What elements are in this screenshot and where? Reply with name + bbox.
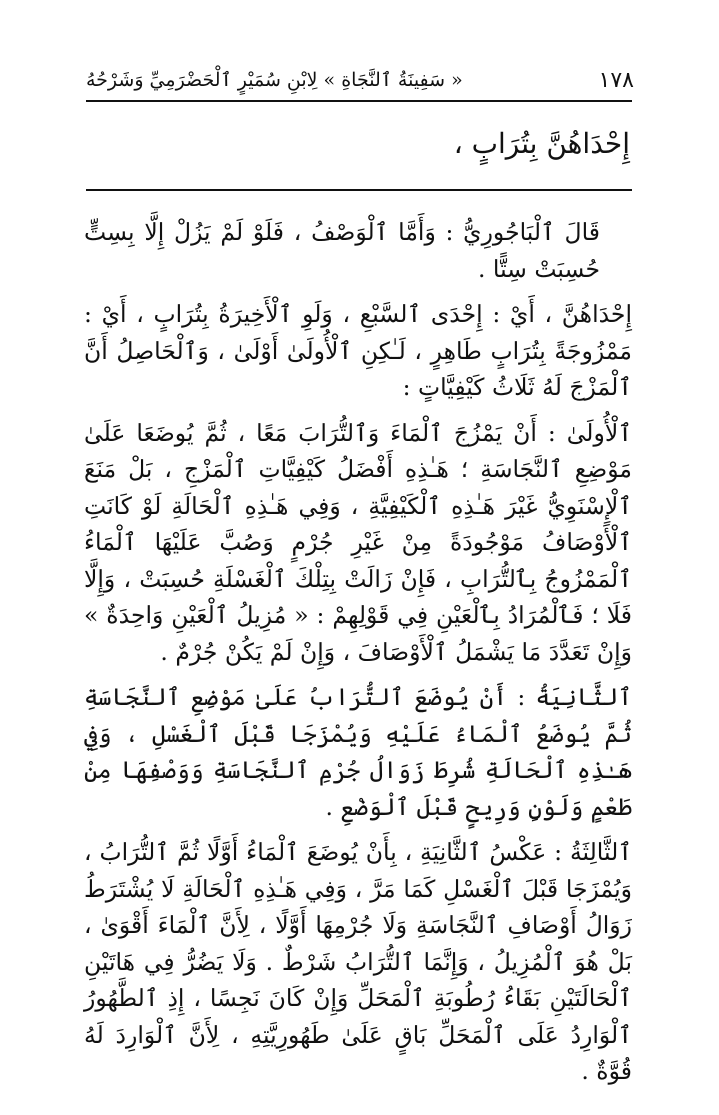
commentary-paragraph: قَالَ ٱلْبَاجُورِيُّ : وَأَمَّا ٱلْوَصْفُ ، فَلَوْ لَمْ يَزُلْ إِلَّا بِسِتٍّ حُسِبَتْ سِتًّا . [84,218,600,283]
page-header [86,64,634,96]
commentary-paragraph: ٱلثَّالِثَةُ : عَكْسُ ٱلثَّانِيَةِ ، بِأَنْ يُوضَعَ ٱلْمَاءُ أَوَّلًا ثُمَّ ٱلتُّرَابُ ، وَيُمْزَجَا قَبْلَ ٱلْغَسْلِ كَمَا مَرَّ ، وَفِي هَـٰذِهِ ٱلْحَالَةِ لَا يُشْتَرَطُ زَوَالُ أَوْصَافِ ٱلنَّجَاسَةِ وَلَا جُرْمِهَا أَوَّلًا ، لِأَنَّ ٱلْمَاءَ أَقْوَىٰ ، بَلْ هُوَ ٱلْمُزِيلُ ، وَإِنَّمَا ٱلتُّرَابُ شَرْطٌ . وَلَا يَضُرُّ فِي هَاتَيْنِ ٱلْحَالَتَيْنِ بَقَاءُ رُطُوبَةِ ٱلْمَحَلِّ وَإِنْ كَانَ نَجِسًا ، إِذِ ٱلطَّهُورُ ٱلْوَارِدُ عَلَى ٱلْمَحَلِّ بَاقٍ عَلَىٰ طَهُورِيَّتِهِ ، لِأَنَّ ٱلْوَارِدَ لَهُ قُوَّةٌ . [84,838,632,1085]
page-number: ١٧٨ [598,67,634,93]
header-divider [86,100,632,102]
matn-text: إِحْدَاهُنَّ بِتُرَابٍ ، [453,127,630,160]
commentary [84,214,632,1099]
matn-divider [86,189,632,191]
commentary-paragraph: ٱلْأُولَىٰ : أَنْ يَمْزُجَ ٱلْمَاءَ وَٱلتُّرَابَ مَعًا ، ثُمَّ يُوضَعَا عَلَىٰ مَوْضِعِ ٱلنَّجَاسَةِ ؛ هَـٰذِهِ أَفْضَلُ كَيْفِيَّاتِ ٱلْمَزْجِ ، بَلْ مَنَعَ ٱلْإِسْنَوِيُّ غَيْرَ هَـٰذِهِ ٱلْكَيْفِيَّةِ ، وَفِي هَـٰذِهِ ٱلْحَالَةِ لَوْ كَانَتِ ٱلْأَوْصَافُ مَوْجُودَةً مِنْ غَيْرِ جُرْمٍ وَصُبَّ عَلَيْهَا ٱلْمَاءُ ٱلْمَمْزُوجُ بِٱلتُّرَابِ ، فَإِنْ زَالَتْ بِتِلْكَ ٱلْغَسْلَةِ حُسِبَتْ ، وَإِلَّا فَلَا ؛ فَٱلْمُرَادُ بِٱلْعَيْنِ فِي قَوْلِهِمْ : « مُزِيلُ ٱلْعَيْنِ وَاحِدَةٌ » وَإِنْ تَعَدَّدَ مَا يَشْمَلُ ٱلْأَوْصَافَ ، وَإِنْ لَمْ يَكُنْ جُرْمٌ . [84,418,632,666]
commentary-paragraph: ٱلثَّانِيَةُ : أَنْ يُوضَعَ ٱلتُّرَابُ عَلَىٰ مَوْضِعِ ٱلنَّجَاسَةِ ثُمَّ يُوضَعُ ٱلْمَاءُ عَلَيْهِ وَيُمْزَجَا قَبْلَ ٱلْغَسْلِ ، وَفِي هَـٰذِهِ ٱلْحَالَةِ شُرِطَ زَوَالُ جُرْمِ ٱلنَّجَاسَةِ وَوَصْفِهَا مِنْ طَعْمٍ وَلَوْنٍ وَرِيحٍ قَبْلَ ٱلْوَضْعِ . [84,683,632,821]
commentary-paragraph: إِحْدَاهُنَّ ، أَيْ : إِحْدَى ٱلسَّبْعِ ، وَلَوِ ٱلْأَخِيرَةُ بِتُرَابٍ ، أَيْ : مَمْزُوجَةً بِتُرَابٍ طَاهِرٍ ، لَـٰكِنِ ٱلْأُولَىٰ أَوْلَىٰ ، وَٱلْحَاصِلُ أَنَّ ٱلْمَزْجَ لَهُ ثَلَاثُ كَيْفِيَّاتٍ : [84,300,632,401]
running-title: « سَفِينَةُ ٱلنَّجَاةِ » لِابْنِ سُمَيْرٍ ٱلْحَضْرَمِيِّ وَشَرْحُهُ [86,69,463,91]
